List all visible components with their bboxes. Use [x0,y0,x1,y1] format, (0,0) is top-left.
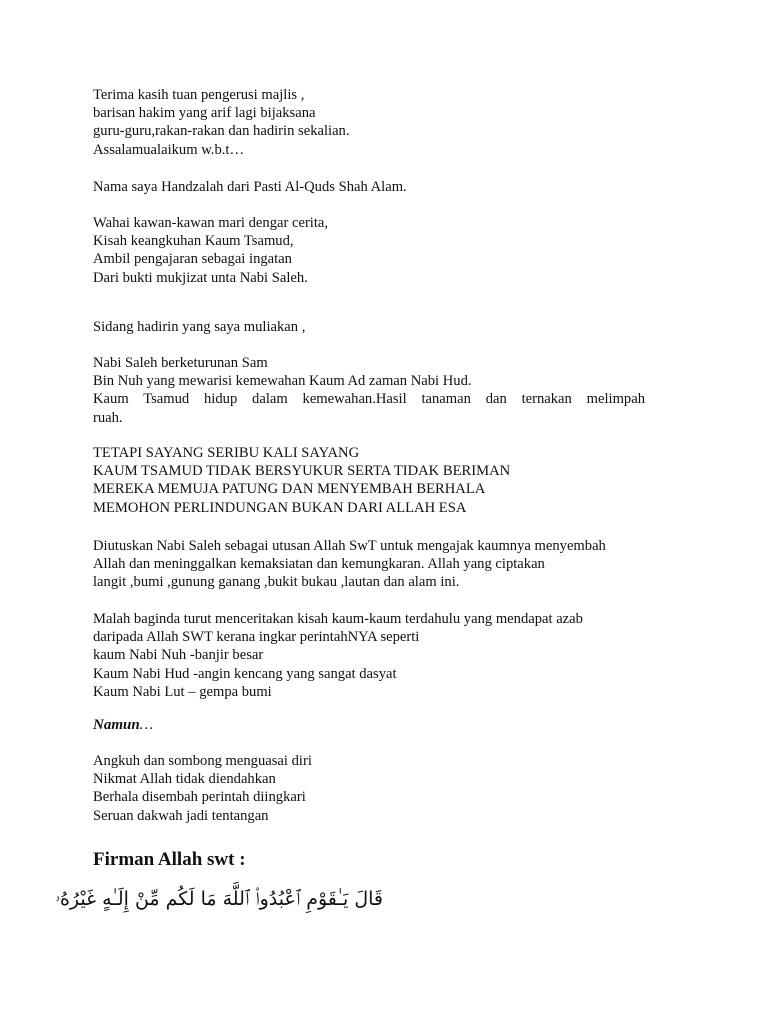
greeting-line: Assalamualaikum w.b.t… [93,141,245,158]
saleh-line: Bin Nuh yang mewarisi kemewahan Kaum Ad zaman Nabi Hud. [93,373,472,390]
saleh-line: ruah. [93,409,123,426]
poem-line: Angkuh dan sombong menguasai diri [93,753,312,769]
caps-line: MEREKA MEMUJA PATUNG DAN MENYEMBAH BERHALA [93,481,486,498]
greeting-line: Terima kasih tuan pengerusi majlis , [93,87,305,103]
saleh-line: Kaum Tsamud hidup dalam kemewahan.Hasil tanaman dan ternakan melimpah [93,391,645,408]
poem-line: Wahai kawan-kawan mari dengar cerita, [93,215,329,231]
poem-line: Dari bukti mukjizat unta Nabi Saleh. [93,269,308,286]
address-line: Sidang hadirin yang saya muliakan , [93,319,306,335]
malah-line: Malah baginda turut menceritakan kisah kaum-kaum terdahulu yang mendapat azab [93,611,583,627]
malah-line: Kaum Nabi Hud -angin kencang yang sangat dasyat [93,665,397,682]
greeting-paragraph [93,86,350,159]
firman-heading: Firman Allah swt : [93,849,246,870]
utus-line: Diutuskan Nabi Saleh sebagai utusan Allah SwT untuk mengajak kaumnya menyembah [93,538,606,554]
caps-stanza [93,444,510,517]
greeting-line: barisan hakim yang arif lagi bijaksana [93,105,316,122]
malah-line: Kaum Nabi Lut – gempa bumi [93,683,272,700]
namun-word: Namun [93,717,140,733]
utus-line: langit ,bumi ,gunung ganang ,bukit bukau ,lautan dan alam ini. [93,574,460,591]
utus-line: Allah dan meninggalkan kemaksiatan dan kemungkaran. Allah yang ciptakan [93,556,545,573]
poem-stanza-1 [93,214,328,287]
poem-stanza-2 [93,752,312,825]
namun-ellipsis: … [139,717,154,733]
greeting-line: guru-guru,rakan-rakan dan hadirin sekalian. [93,123,350,140]
caps-line: KAUM TSAMUD TIDAK BERSYUKUR SERTA TIDAK BERIMAN [93,463,511,480]
caps-line: MEMOHON PERLINDUNGAN BUKAN DARI ALLAH ESA [93,499,467,516]
poem-line: Nikmat Allah tidak diendahkan [93,771,276,788]
saleh-paragraph [93,354,645,427]
malah-line: daripada Allah SWT kerana ingkar perintahNYA seperti [93,629,420,646]
malah-line: kaum Nabi Nuh -banjir besar [93,647,264,664]
malah-paragraph [93,610,583,701]
caps-line: TETAPI SAYANG SERIBU KALI SAYANG [93,445,360,461]
poem-line: Berhala disembah perintah diingkari [93,789,306,806]
poem-line: Ambil pengajaran sebagai ingatan [93,251,292,268]
poem-line: Kisah keangkuhan Kaum Tsamud, [93,233,294,250]
poem-line: Seruan dakwah jadi tentangan [93,807,269,824]
namun-line [93,716,153,734]
utus-paragraph [93,537,606,592]
arabic-verse: قَالَ يَـٰقَوْمِ ٱعْبُدُوا۟ ٱللَّهَ مَا لَكُم مِّنْ إِلَـٰهٍ غَيْرُهُۥ [55,888,383,910]
saleh-line: Nabi Saleh berketurunan Sam [93,355,268,371]
intro-line: Nama saya Handzalah dari Pasti Al-Quds Shah Alam. [93,179,407,195]
